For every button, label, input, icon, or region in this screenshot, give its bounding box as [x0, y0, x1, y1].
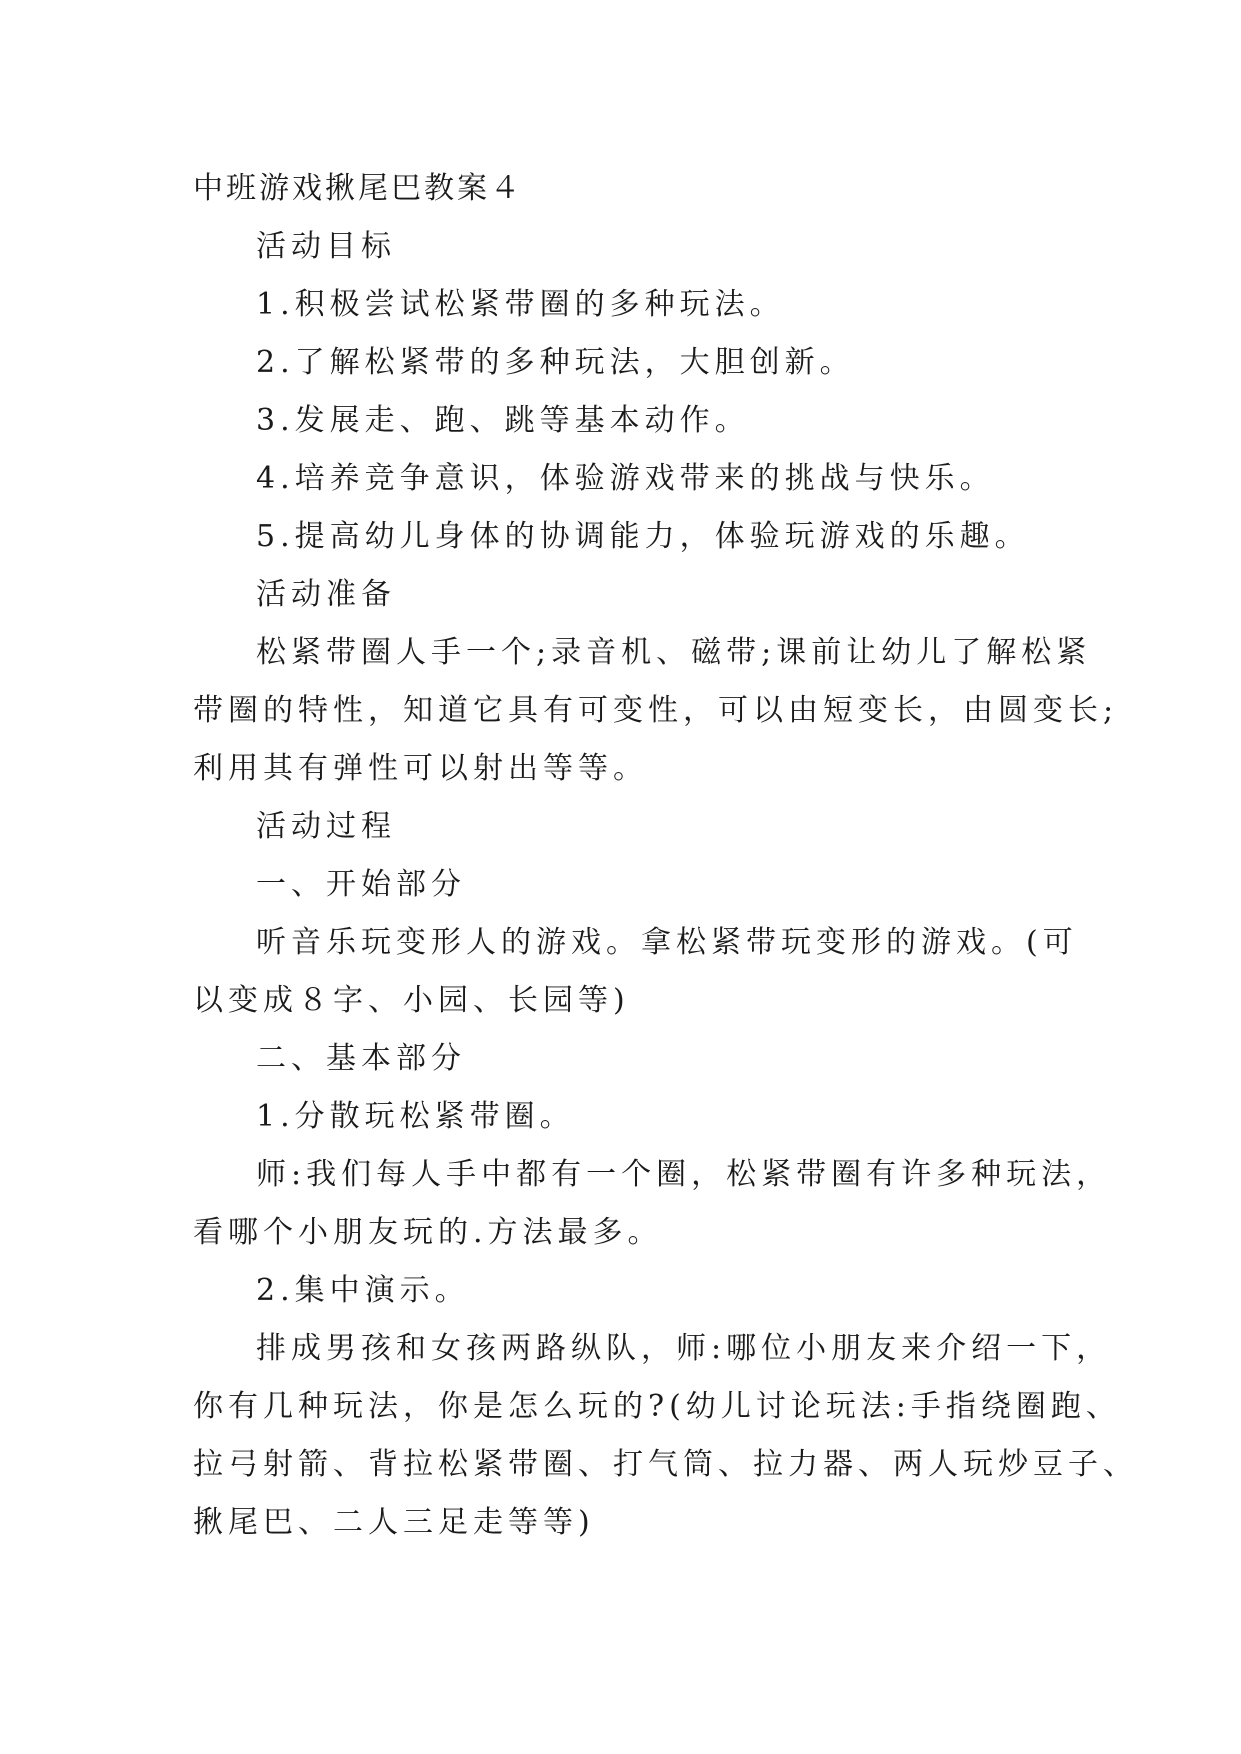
paragraph-line: 4.培养竞争意识，体验游戏带来的挑战与快乐。 [256, 461, 995, 496]
paragraph-continuation-line: 利用其有弹性可以射出等等。 [193, 751, 648, 786]
paragraph-line: 2.了解松紧带的多种玩法，大胆创新。 [256, 345, 855, 380]
paragraph-line: 1.积极尝试松紧带圈的多种玩法。 [256, 287, 785, 322]
paragraph-line: 师:我们每人手中都有一个圈，松紧带圈有许多种玩法， [256, 1157, 1112, 1192]
paragraph-line: 5.提高幼儿身体的协调能力，体验玩游戏的乐趣。 [256, 519, 1030, 554]
paragraph-continuation-line: 带圈的特性，知道它具有可变性，可以由短变长，由圆变长; [193, 693, 1119, 728]
paragraph-line: 听音乐玩变形人的游戏。拿松紧带玩变形的游戏。(可 [256, 925, 1078, 960]
paragraph-continuation-line: 拉弓射箭、背拉松紧带圈、打气筒、拉力器、两人玩炒豆子、 [193, 1447, 1138, 1482]
paragraph-line: 排成男孩和女孩两路纵队，师:哪位小朋友来介绍一下， [256, 1331, 1112, 1366]
paragraph-line: 3.发展走、跑、跳等基本动作。 [256, 403, 750, 438]
paragraph-continuation-line: 揪尾巴、二人三足走等等) [193, 1505, 595, 1540]
paragraph-line: 2.集中演示。 [256, 1273, 470, 1308]
document-page [193, 160, 1138, 1552]
paragraph-line: 松紧带圈人手一个;录音机、磁带;课前让幼儿了解松紧 [256, 635, 1092, 670]
document-title: 中班游戏揪尾巴教案４ [193, 171, 523, 206]
paragraph-line: 二、基本部分 [256, 1041, 466, 1076]
paragraph-line: 活动目标 [256, 229, 396, 264]
document-body [193, 218, 1138, 1552]
paragraph-line: 一、开始部分 [256, 867, 466, 902]
paragraph-continuation-line: 你有几种玩法，你是怎么玩的?(幼儿讨论玩法:手指绕圈跑、 [193, 1389, 1121, 1424]
paragraph-continuation-line: 以变成８字、小园、长园等) [193, 983, 630, 1018]
paragraph-line: 活动准备 [256, 577, 396, 612]
paragraph-continuation-line: 看哪个小朋友玩的.方法最多。 [193, 1215, 663, 1250]
paragraph-line: 活动过程 [256, 809, 396, 844]
paragraph-line: 1.分散玩松紧带圈。 [256, 1099, 575, 1134]
